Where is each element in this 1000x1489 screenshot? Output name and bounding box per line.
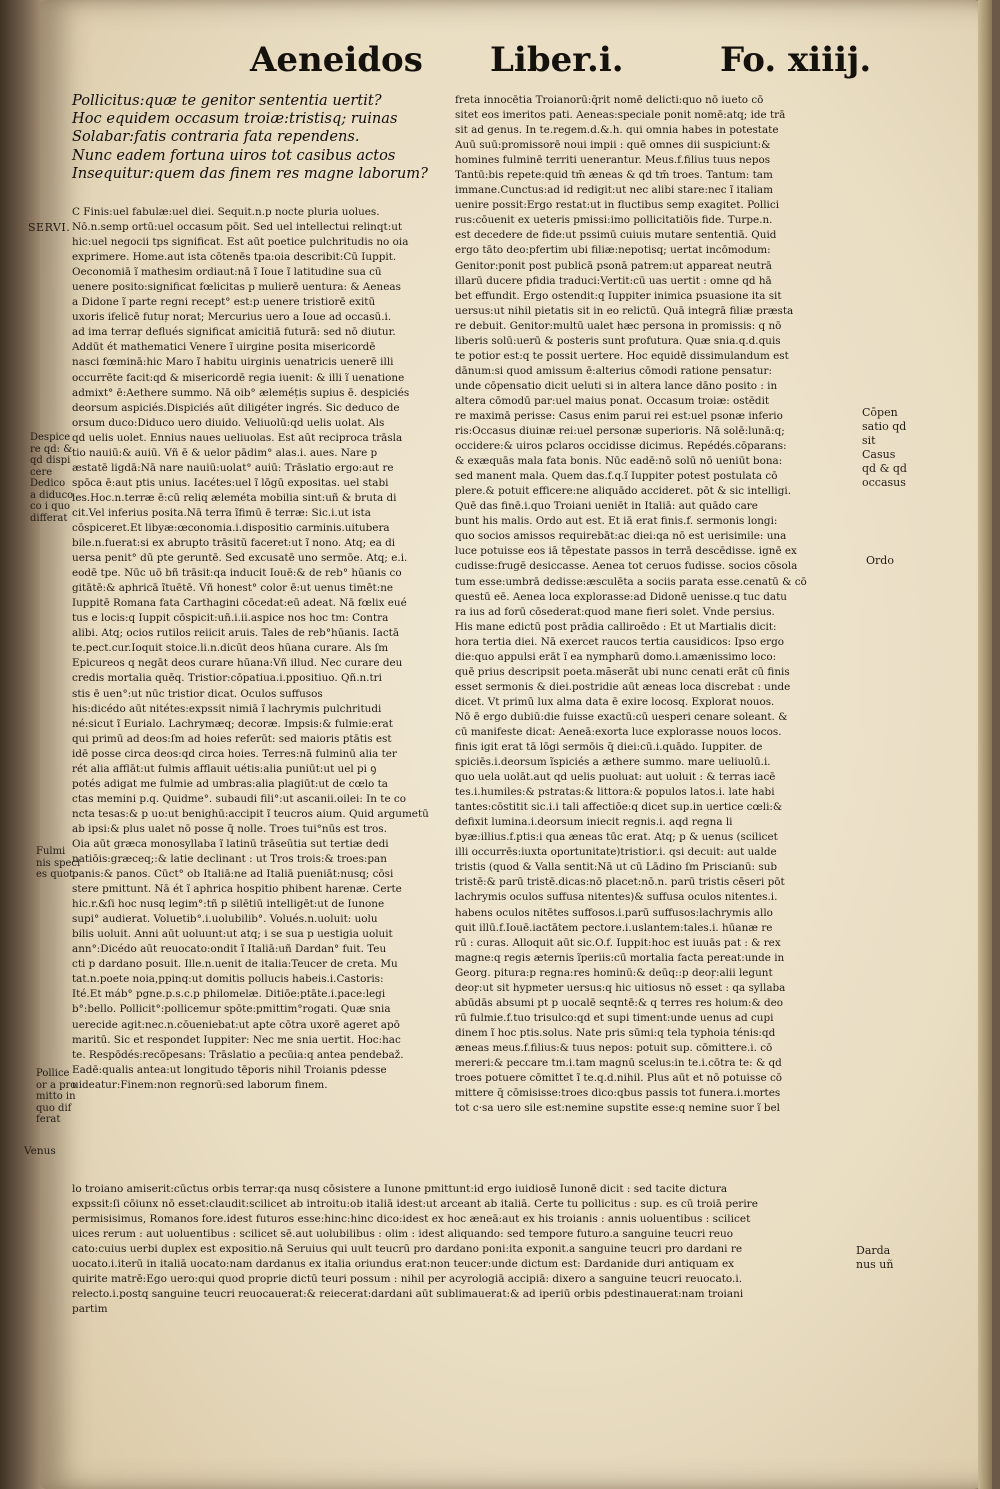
text-line: deorsum aspiciés.Dispiciés aūt diligéter ingrés. Sic deduco de [72, 401, 400, 414]
text-line: uenere posito:significat fœlicitas p mulierē uentura: & Aeneas [72, 281, 401, 294]
text-line: dicet. Vt primū lux alma data ē exire locosq. Explorat nouos. [455, 695, 775, 708]
text-line: tristis (quod & Valla sentit:Nā ut cū Lādino ſm Priscianū: sub [455, 861, 778, 874]
text-line: tum esse:umbrā dedisse:æsculēta a sociis parata esse.cenatū & cō [455, 575, 807, 588]
text-line: tus e locis:q Iuppit cōspicit:uñ.i.ii.aspice nos hoc tm: Contra [72, 612, 389, 625]
text-line: Georg. pitura:p regna:res hominū:& deūq::p deoŗ:alii legunt [455, 966, 773, 979]
text-line: unde cōpensatio dicit ueluti si in altera lance dāno posito : in [455, 379, 778, 392]
text-line: tes.i.humiles:& pstratas:& littora:& populos latos.i. late habi [455, 786, 775, 799]
text-line: supi° audierat. Voluetib°.i.uolubilib°. Volués.n.uoluit: uolu [72, 913, 378, 926]
margin-line: Casus [862, 448, 896, 461]
margin-line: Dedico [30, 478, 66, 489]
text-line: esset sermonis & diei.postridie aūt æneas loca discrebat : unde [455, 680, 791, 693]
text-line: uersus:ut nihil pietatis sit in eo relictū. Quā integrā filiæ præsta [455, 304, 794, 317]
verse-line: Nunc eadem fortuna uiros tot casibus actos [72, 146, 396, 164]
text-line: luce potuisse eos iā tēpestate passos in terrā descēdisse. ignē ex [455, 545, 797, 558]
text-line: altera cōmodū par:uel maius ponat. Occasum troiæ: ostēdit [455, 394, 770, 407]
margin-line: cere [30, 466, 53, 478]
margin-line: qd & qd [862, 462, 907, 475]
margin-line: Despice [30, 432, 71, 443]
text-line: ad ima terraŗ deflués significat amicitiā futurā: sed nō diutur. [72, 326, 396, 339]
commentary-right-column [455, 93, 850, 1173]
header-title: Aeneidos [250, 40, 423, 80]
text-line: hic:uel negocii tps significat. Est aūt poetice pulchritudis no oia [72, 236, 409, 249]
margin-line: Fulmi [36, 846, 66, 857]
text-line: rus:cōuenit ex ueteris pmissi:imo pollicitatiōis fide. Turpe.n. [455, 214, 773, 227]
text-line: te.pect.cur.Ioquit stoice.li.n.dicūt deos hūana curare. Als ſm [72, 642, 389, 655]
text-line: sit ad genus. In te.regem.d.&.h. qui omnia habes in potestate [455, 124, 779, 137]
header-book: Liber.i. [490, 40, 624, 80]
text-line: te. Respōdés:recōpesans: Trāslatio a pecūia:q antea pendebaž. [72, 1048, 404, 1061]
text-line: byæ:illius.f.ptis:i qua æneas tūc erat. Atq; p & uenus (scilicet [455, 831, 778, 844]
text-line: plere.& potuit efficere:ne aliquādo accideret. pōt & sic intelligi. [455, 485, 792, 498]
text-line: cti p dardano posuit. Ille.n.uenit de italia:Teucer de creta. Mu [72, 958, 398, 971]
text-line: potés adigat me fulmie ad umbras:alia plagiūt:ut de cœlo ta [72, 777, 388, 790]
text-line: Auū suū:promissorē noui impii : quē omnes dii suspiciunt:& [455, 139, 771, 152]
text-line: expssit:ſi cōiunx nō esset:claudit:scilicet ab introitu:ob italiā idest:ut arceant ab italiā. Certe tu pollicitus : sup. es cū troiā perire [72, 1198, 758, 1211]
text-line: troes potuere cōmittet ĩ te.q.d.nihil. Plus aūt et nō potuisse cō [455, 1072, 783, 1085]
text-line: rū : curas. Alloquit aūt sic.O.f. Iuppit:hoc est iuuās pat : & rex [455, 936, 781, 949]
text-line: Epicureos q negāt deos curare hūana:Vñ illud. Nec curare deu [72, 657, 403, 670]
text-line: ncta tesas:& p uo:ut benighū:accipit ĩ teucros aium. Quid argumetū [72, 807, 429, 820]
text-line: sed manent mala. Quem das.f.q.ĩ Iuppiter potest postulata cō [455, 470, 778, 483]
text-line: abūdās absumi pt p uocalē seqntē:& q terres res hoium:& deo [455, 996, 784, 1009]
text-line: credis mortalia quēq. Tristior:cōpatiua.i.ppositiuo. Qñ.n.tri [72, 672, 382, 685]
text-line: panis:& panos. Cūct° ob Italiā:ne ad Italiā pueniāt:nusq; cōsi [72, 868, 394, 881]
text-line: finis igit erat tā lōgi sermōis q̄ diei:cū.i.quādo. Iuppiter. de [455, 741, 763, 754]
verse-line: Hoc equidem occasum troiæ:tristisq; ruinas [72, 110, 398, 128]
margin-line: Darda [856, 1244, 891, 1257]
margin-note-compensatio [862, 406, 907, 490]
text-line: ann°:Dicédo aūt reuocato:ondit ĩ Italiā:uñ Dardan° fuit. Teu [72, 943, 387, 956]
text-line: illarū ducere pfidia traduci:Vertit:cū uas uertit : omne qd hā [455, 274, 772, 287]
page-edge [978, 0, 992, 1489]
text-line: Ité.Et máb° pgne.p.s.c.p philomelæ. Ditiōe:ptāte.i.pace:legi [72, 988, 386, 1001]
running-header [250, 40, 872, 90]
text-line: uenire possit:Ergo restat:ut in fluctibus semp exagitet. Pollici [455, 199, 780, 212]
text-line: uersa penit° dū pte geruntē. Sed excusatē uno sermōe. Atq; e.i. [72, 552, 408, 565]
text-line: C Finis:uel fabulæ:uel diei. Sequit.n.p nocte pluria uolues. [72, 206, 380, 218]
text-line: cato:cuius uerbi duplex est expositio.nā Seruius qui uult teucrū pro dardano poni:ita exponit.a sanguine teucri pro dardani re [72, 1243, 743, 1256]
text-line: maritū. Sic et respondet Iuppiter: Nec me snia uertit. Hoc:hac [72, 1033, 401, 1046]
margin-note-venus: Venus [24, 1145, 56, 1157]
margin-line: or a pro [36, 1079, 77, 1091]
text-line: mereri:& peccare tm.i.tam magnū scelus:in te.i.cōtra te: & qd [455, 1057, 782, 1069]
text-line: dānum:si quod amissum ē:alterius cōmodi ratione pensatur: [455, 364, 772, 377]
margin-line: mitto in [36, 1091, 76, 1102]
text-line: His mane edictū post prādia calliroēdo : Et ut Martialis dicit: [455, 620, 777, 633]
text-line: alibi. Atq; ocios rutilos reiicit aruis. Tales de reb°hūanis. Iactā [72, 627, 400, 640]
text-line: partim [72, 1303, 108, 1316]
margin-line: Cōpen [862, 406, 898, 419]
text-line: quo uela uolāt.aut qd uelis puoluat: aut uoluit : & terras iacē [455, 771, 776, 784]
text-line: defixit lumina.i.deorsum iniecit regnis.i. aqd regna li [455, 816, 733, 829]
margin-line: re qd: & [30, 443, 73, 455]
text-line: habens oculos nitētes suffosos.i.parū suffusos:lachrymis allo [455, 906, 773, 919]
margin-note-ordo: Ordo [866, 554, 894, 567]
text-line: ris:Occasus diuinæ rei:uel personæ superioris. Nā solē:lunā:q; [455, 425, 785, 438]
text-line: tat.n.poete noia,ppinq:ut domitis pollucis habeis.i.Castoris: [72, 973, 384, 986]
text-line: b°:bello. Pollicit°:pollicemur spōte:pmittim°rogati. Quæ snia [72, 1003, 391, 1016]
text-line: Nō.n.semp ortū:uel occasum pōit. Sed uel intellectui relinqt:ut [72, 221, 403, 234]
text-line: est decedere de fide:ut pssimū cuiuis mutare sententiā. Quid [455, 229, 777, 242]
text-line: occurrēte facit:qd & misericordē regia iuenit: & illi ĩ uenatione [72, 371, 405, 384]
margin-note-dardanus [856, 1244, 893, 1272]
text-line: hic.r.&ſi hoc nusq legim°:tñ p silētiū intelligēt:ut de Iunone [72, 898, 385, 911]
text-line: re maximā perisse: Casus enim parui rei est:uel psonæ inferio [455, 409, 783, 422]
text-line: tristē:& parū tristē.dicas:nō placet:nō.n. parū tristis cēseri pōt [455, 876, 785, 889]
text-line: stere pmittunt. Nā ét ĩ aphrica hospitio phibent harenæ. Certe [72, 883, 402, 896]
text-line: ergo tāto deo:pfertim ubi filiæ:nepotisq; uertat incōmodum: [455, 244, 771, 257]
verse-line: Insequitur:quem das finem res magne laborum? [72, 164, 428, 182]
margin-note-pollice [36, 1068, 76, 1126]
text-line: sitet eos imeritos pati. Aeneas:speciale ponit nomē:atq; ide trā [455, 109, 786, 122]
text-line: dinem ĩ hoc ptis.solus. Nate pris sūmi:q tela typhoia ténis:qd [455, 1026, 776, 1039]
verse-line: Pollicitus:quæ te genitor sententia uertit? [72, 92, 382, 109]
margin-line: nis speci [36, 857, 81, 869]
text-line: Eadē:qualis antea:ut longitudo tēporis nihil Troianis pdesse [72, 1063, 387, 1076]
text-line: eodē tpe. Nūc uō bñ trāsit:qa inducit Iouē:& de reb° hūanis co [72, 567, 402, 580]
text-line: liberis solū:uerū & posteris sunt profutura. Quæ snia.q.d.quis [455, 334, 781, 347]
text-line: bunt his malis. Ordo aut est. Et iā erat finis.f. sermonis longi: [455, 515, 778, 528]
text-line: cit.Vel inferius posita.Nā terra ĩfimū ē terræ: Sic.i.ut ista [72, 506, 371, 519]
margin-line: co i quo [30, 501, 71, 512]
text-line: mittere q̄ cōmisisse:troes dico:qbus passis tot funera.i.mortes [455, 1087, 781, 1100]
text-line: lachrymis oculos suffusa nitentes)& suffusa oculos nitentes.i. [455, 891, 778, 904]
text-line: gitātē:& aphricā ĩtuētē. Vñ honest° color ē:ut uenus timēt:ne [72, 582, 394, 595]
margin-line: satio qd [862, 420, 907, 433]
text-line: qui primū ad deos:ſm ad hoies referūt: sed maioris ptātis est [72, 732, 392, 745]
margin-line: es quot [36, 869, 74, 880]
text-line: permisisimus, Romanos fore.idest futuros esse:hinc:hinc dico:idest ex hoc æneā:aut ex his troianis : annis uoluentibus : scilicet [72, 1213, 751, 1226]
text-line: ctas memini p.q. Quidme°. subaudi fili°:ut ascanii.oilei: In te co [72, 792, 406, 805]
commentary-left-column [72, 205, 452, 1155]
text-line: quit illū.f.Iouē.iactātem pectore.i.uslantem:tales.i. hūanæ re [455, 921, 773, 934]
text-line: exprimere. Home.aut ista cōtenēs tpa:oia describit:Cū Iuppit. [72, 251, 397, 264]
text-line: questū eē. Aenea loca explorasse:ad Didonē uenisse.q tuc datu [455, 590, 787, 603]
margin-note-servi: SERVI. [28, 221, 71, 234]
margin-line: a diduco [30, 489, 74, 501]
header-folio: Fo. xiiij. [720, 40, 872, 80]
text-line: Oeconomiā ĩ mathesim ordiaut:nā ĩ Ioue ĩ latitudine sua cū [72, 266, 382, 279]
text-line: Iuppitē Romana fata Carthagini cōcedat:eū adeat. Nā fœlix eué [72, 597, 407, 610]
margin-line: quo dif [36, 1102, 72, 1114]
text-line: stis ē uen°:ut nūc tristior dicat. Oculos suffusos [72, 687, 323, 700]
text-line: bile.n.fuerat:si ex abrupto trāsitū faceret:ut ĩ nono. Atq; ea di [72, 537, 396, 550]
text-line: Genitor:ponit post publicā psonā patrem:ut appareat neutrā [455, 259, 772, 272]
text-line: uices rerum : aut uoluentibus : scilicet sē.aut uolubilibus : olim : idest aliquando: sed tempore futuro.a sanguine teucri reuo [72, 1228, 734, 1241]
text-line: quo socios amissos requirebāt:ac diei:qa nō est uerisimile: una [455, 530, 787, 543]
text-line: né:sicut ĩ Eurialo. Lachrymæq; decoræ. Impsis:& fulmie:erat [72, 717, 393, 730]
text-line: bet effundit. Ergo ostendit:q Iuppiter inimica psuasione ita sit [455, 289, 782, 302]
text-line: les.Hoc.n.terræ ē:cū reliq æleméta mobilia sint:uñ & bruta di [72, 491, 397, 504]
text-line: tantes:cōstitit sic.i.i tali affectiōe:q dicet sup.in uertice cœli:& [455, 801, 783, 814]
text-line: & exæquās mala fata bonis. Nūc eadē:nō solū nō ueniūt bona: [455, 455, 783, 468]
text-line: quirite matrē:Ego uero:qui quod proprie dictū teuri possum : nihil per acyrologiā accipiā: dixero a sanguine teucri reuocato.i. [72, 1273, 743, 1286]
text-line: uocato.i.iterū in italiā uocato:nam dardanus ex italia oriundus erat:non teucer:unde dictum est: Dardanide duri antiquam ex [72, 1258, 735, 1271]
text-line: qd uelis uolet. Ennius naues ueliuolas. Est aūt reciproca trāsla [72, 431, 403, 444]
text-line: Oia aūt græca monosyllaba ĩ latinū trāseūtia sut tertiæ dedi [72, 837, 389, 850]
text-line: Addūt ét mathematici Venere ĩ uirgine posita misericordē [72, 341, 376, 354]
text-line: relecto.i.postq sanguine teucri reuocauerat:& reiecerat:dardani aūt sublimauerat:& ad iperiū orbis pdestinauerat:nam troiani [72, 1288, 744, 1301]
text-line: die:quo appulsi erāt ĩ ea nympharū domo.i.amænissimo loco: [455, 650, 777, 663]
text-line: rét alia afflāt:ut fulmis afflauit uétis:alia puniūt:ut uel pi ꝯ [72, 762, 377, 775]
text-line: spiciēs.i.deorsum ĩspiciés a æthere summo. mare ueliuolū.i. [455, 756, 771, 769]
text-line: occidere:& uiros pclaros occidisse dicimus. Repédés.cōparans: [455, 440, 787, 453]
text-line: ra ius ad forū cōsederat:quod mane fieri solet. Vnde persius. [455, 605, 775, 618]
text-line: uerecide agit:nec.n.cōueniebat:ut apte cōtra uxorē ageret apō [72, 1018, 400, 1031]
text-line: æstatē ligdā:Nā nare nauiū:uolat° auiū: Trāslatio ergo:aut re [72, 461, 394, 474]
text-line: magne:q regis æternis ĩperiis:cū mortalia facta pereat:unde in [455, 951, 785, 964]
text-line: hora tertia diei. Nā exercet raucos tertia causidicos: Ipso ergo [455, 635, 784, 648]
text-line: cudisse:frugē desiccasse. Aenea tot ceruos fudisse. socios cōsola [455, 560, 798, 573]
margin-note-despice [30, 432, 73, 524]
text-line: nasci fœminā:hic Maro ĩ habitu uirginis uenatricis uenerē illi [72, 356, 394, 369]
text-line: spōca ē:aut ptis unius. Iacétes:uel ĩ lōgū expositas. uel stabi [72, 476, 389, 489]
text-line: freta innocētia Troianorū:q̄rit nomē delicti:quo nō iueto cō [455, 94, 764, 106]
margin-line: qd dispi [30, 455, 71, 466]
margin-line: ferat [36, 1114, 61, 1125]
text-line: illi occurrēs:iuxta oportunitate)tristior.i. qsi decuit: aut ualde [455, 846, 777, 859]
text-line: admixt° ē:Aethere summo. Nā oib° æleméțis supius ē. despiciés [72, 386, 410, 399]
text-line: uideatur:Finem:non regnorū:sed laborum finem. [72, 1078, 328, 1091]
text-line: Nō ē ergo dubiū:die fuisse exactū:cū uesperi cenare soleant. & [455, 710, 788, 723]
margin-line: nus uñ [856, 1258, 894, 1271]
text-line: idē posse circa deos:qd circa hoies. Terres:nā fulminū alia ter [72, 747, 397, 760]
text-line: bilis uoluit. Anni aūt uoluunt:ut atq; i se sua p uestigia uoluit [72, 928, 393, 941]
text-line: ab ipsi:& plus ualet nō posse q̄ nolle. Troes tui°nūs est tros. [72, 822, 387, 835]
margin-line: sit [862, 434, 876, 447]
margin-line: Pollice [36, 1068, 70, 1079]
text-line: tot c·sa uero sile est:nemine supstite esse:q nemine suor ĩ bel [455, 1102, 780, 1115]
text-line: uxoris ifelicē futuŗ norat; Mercurius uero a Ioue ad occasū.i. [72, 311, 392, 324]
text-line: homines fulminē territi uenerantur. Meus.f.filius tuus nepos [455, 154, 771, 167]
text-line: deoŗ:ut sit hypmeter uersus:q hic uitiosus nō esset : qa syllaba [455, 981, 786, 994]
text-line: cōspiceret.Et libyæ:œconomia.i.dispositio carminis.uitubera [72, 521, 390, 534]
text-line: a Didone ĩ parte regni recept° est:p uenere tristiorē exitū [72, 296, 376, 309]
text-line: te potior est:q te possit uertere. Hoc equidē dissimulandum est [455, 349, 789, 362]
text-line: Quē das finē.i.quo Troiani ueniēt in Italiā: aut quādo care [455, 500, 758, 513]
text-line: quē prius descripsit poeta.mãserāt ubi nunc cenati erāt cū finis [455, 665, 790, 678]
verse-line: Solabar:fatis contraria fata rependens. [72, 128, 360, 146]
text-line: his:dicédo aūt nitétes:expssit nimiā ĩ lachrymis pulchritudi [72, 702, 382, 715]
text-line: tio nauiū:& auiū. Vñ ē & uelor pādim° alas.i. aues. Nare p [72, 446, 378, 459]
margin-line: differat [30, 512, 68, 524]
text-line: natiōis:græceq;:& latie declinant : ut Tros trois:& troes:pan [72, 853, 387, 866]
text-line: immane.Cunctus:ad id redigit:ut nec alibi stare:nec ĩ italiam [455, 184, 773, 197]
text-line: re debuit. Genitor:multū ualet hæc persona in promissis: q nō [455, 319, 782, 332]
text-line: cū manifeste dicat: Aeneā:exorta luce explorasse nouos locos. [455, 725, 782, 738]
text-line: Tantū:bis repete:quid tm̄ æneas & qd tm̄ troes. Tantum: tam [455, 169, 773, 182]
text-line: rū fulmie.f.tuo trisulco:qd et supi timent:unde uenus ad cupi [455, 1011, 774, 1024]
margin-line: occasus [862, 476, 906, 489]
verse-block [72, 92, 452, 183]
commentary-bottom-block [72, 1182, 848, 1342]
text-line: æneas meus.f.filius:& tuus nepos: potuit sup. cōmittere.i. cō [455, 1041, 773, 1054]
text-line: lo troiano amiserit:cūctus orbis terraŗ:qa nusq cōsistere a Iunone pmittunt:id ergo iuidiosē Iunonē dicit : sed tacite dictura [72, 1183, 728, 1195]
text-line: orsum duco:Diduco uero diuido. Veliuolū:qd uelis uolat. Als [72, 416, 385, 429]
